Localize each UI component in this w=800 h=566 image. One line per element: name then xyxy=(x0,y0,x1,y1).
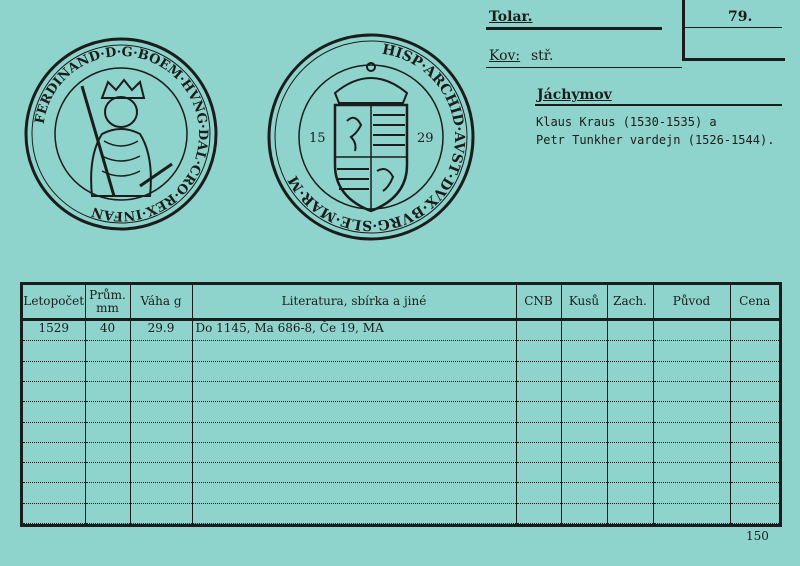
table-cell-empty xyxy=(653,341,730,361)
table-cell-empty xyxy=(561,341,607,361)
table-cell-empty xyxy=(85,341,130,361)
table-cell-empty xyxy=(561,442,607,462)
table-cell-empty xyxy=(85,503,130,523)
header-price: Cena xyxy=(730,285,779,320)
table-cell-empty xyxy=(607,422,653,442)
cell-diameter: 40 xyxy=(85,320,130,341)
table-cell-empty xyxy=(85,442,130,462)
table-cell-empty xyxy=(730,442,779,462)
cell-year: 1529 xyxy=(23,320,85,341)
table-cell-empty xyxy=(561,422,607,442)
table-body xyxy=(23,320,779,524)
table-cell-empty xyxy=(130,422,192,442)
table-cell-empty xyxy=(130,503,192,523)
svg-text:29: 29 xyxy=(417,131,434,146)
table-cell-empty xyxy=(516,422,561,442)
table-cell-empty xyxy=(192,483,516,503)
table-cell-empty xyxy=(192,422,516,442)
svg-text:15: 15 xyxy=(309,131,326,146)
table-cell-empty xyxy=(516,361,561,381)
table-cell-empty xyxy=(23,422,85,442)
table-cell-empty xyxy=(730,463,779,483)
mint-master-line-2: Petr Tunkher vardejn (1526-1544). xyxy=(536,133,775,147)
table-row-empty xyxy=(23,381,779,401)
title-underline xyxy=(486,27,662,30)
table-cell-empty xyxy=(653,361,730,381)
table-cell-empty xyxy=(23,483,85,503)
table-cell-empty xyxy=(607,361,653,381)
table-cell-empty xyxy=(192,381,516,401)
table-cell-empty xyxy=(561,361,607,381)
table-cell-empty xyxy=(730,341,779,361)
table-cell-empty xyxy=(653,381,730,401)
table-cell-empty xyxy=(85,402,130,422)
table-cell-empty xyxy=(561,381,607,401)
table-cell-empty xyxy=(23,341,85,361)
table-cell-empty xyxy=(23,463,85,483)
table-cell-empty xyxy=(23,503,85,523)
table-cell-empty xyxy=(730,422,779,442)
table-cell-empty xyxy=(85,422,130,442)
table-cell-empty xyxy=(730,381,779,401)
table-cell-empty xyxy=(130,402,192,422)
header-count: Kusů xyxy=(561,285,607,320)
table-cell-empty xyxy=(607,381,653,401)
table-cell-empty xyxy=(653,503,730,523)
cell-literature: Do 1145, Ma 686-8, Če 19, MA xyxy=(192,320,516,341)
metal-value: stř. xyxy=(531,48,554,64)
cell-origin xyxy=(653,320,730,341)
mint-underline xyxy=(535,104,782,106)
table-cell-empty xyxy=(130,381,192,401)
table-row-empty xyxy=(23,463,779,483)
table-cell-empty xyxy=(130,442,192,462)
table-row-empty xyxy=(23,402,779,422)
table-row xyxy=(23,320,779,341)
header-literature: Literatura, sbírka a jiné xyxy=(192,285,516,320)
table-cell-empty xyxy=(130,361,192,381)
table-cell-empty xyxy=(607,483,653,503)
table-cell-empty xyxy=(516,381,561,401)
table-cell-empty xyxy=(192,361,516,381)
table-cell-empty xyxy=(192,341,516,361)
table-cell-empty xyxy=(192,402,516,422)
header-year: Letopočet xyxy=(23,285,85,320)
table-cell-empty xyxy=(607,341,653,361)
table-cell-empty xyxy=(516,341,561,361)
cell-condition xyxy=(607,320,653,341)
table-cell-empty xyxy=(192,503,516,523)
table-cell-empty xyxy=(85,463,130,483)
table-cell-empty xyxy=(516,463,561,483)
table-cell-empty xyxy=(607,503,653,523)
cell-count xyxy=(561,320,607,341)
table-cell-empty xyxy=(516,442,561,462)
table-cell-empty xyxy=(130,341,192,361)
mint-masters xyxy=(536,113,774,149)
table-cell-empty xyxy=(730,402,779,422)
table-cell-empty xyxy=(516,483,561,503)
table-row-empty xyxy=(23,341,779,361)
table-cell-empty xyxy=(607,463,653,483)
table-cell-empty xyxy=(23,361,85,381)
coin-type-title: Tolar. xyxy=(489,9,533,25)
table-cell-empty xyxy=(561,503,607,523)
table-cell-empty xyxy=(23,381,85,401)
svg-text:HISP·ARCHID·AVST·DVX·BVRG·SLE·: HISP·ARCHID·AVST·DVX·BVRG·SLE·MAR·M xyxy=(285,41,468,234)
table-row-empty xyxy=(23,442,779,462)
coin-obverse-image xyxy=(22,36,220,232)
card-number-line xyxy=(682,27,782,28)
table-cell-empty xyxy=(23,442,85,462)
header-condition: Zach. xyxy=(607,285,653,320)
header-diameter: Prům. mm xyxy=(85,285,130,320)
table-cell-empty xyxy=(516,402,561,422)
header-origin: Původ xyxy=(653,285,730,320)
table-cell-empty xyxy=(85,381,130,401)
table-cell-empty xyxy=(23,402,85,422)
cell-price xyxy=(730,320,779,341)
header-cnb: CNB xyxy=(516,285,561,320)
table-cell-empty xyxy=(85,483,130,503)
table-cell-empty xyxy=(561,463,607,483)
table-row-empty xyxy=(23,422,779,442)
record-table xyxy=(20,282,782,527)
table-cell-empty xyxy=(516,503,561,523)
table-header-row xyxy=(23,285,779,320)
table-row-empty xyxy=(23,361,779,381)
table-cell-empty xyxy=(130,463,192,483)
table-cell-empty xyxy=(653,422,730,442)
mint-name: Jáchymov xyxy=(537,87,612,103)
table-cell-empty xyxy=(561,483,607,503)
svg-text:FERDINAND·D·G·BOEM·HVNG·DAL·CR: FERDINAND·D·G·BOEM·HVNG·DAL·CRO·REX·INFAN xyxy=(32,44,211,224)
metal-underline xyxy=(486,67,682,68)
table-cell-empty xyxy=(730,483,779,503)
table-cell-empty xyxy=(730,361,779,381)
table-cell-empty xyxy=(730,503,779,523)
table-cell-empty xyxy=(653,442,730,462)
cell-weight: 29.9 xyxy=(130,320,192,341)
table-cell-empty xyxy=(130,483,192,503)
table-cell-empty xyxy=(607,442,653,462)
table-cell-empty xyxy=(192,442,516,462)
table-cell-empty xyxy=(561,402,607,422)
header-weight: Váha g xyxy=(130,285,192,320)
metal-label: Kov: xyxy=(489,48,521,64)
table-cell-empty xyxy=(85,361,130,381)
table-row-empty xyxy=(23,483,779,503)
table-cell-empty xyxy=(607,402,653,422)
coin-reverse-image xyxy=(265,31,477,243)
table-cell-empty xyxy=(653,402,730,422)
table-cell-empty xyxy=(653,483,730,503)
table-cell-empty xyxy=(653,463,730,483)
card-number: 79. xyxy=(728,9,753,25)
page-number: 150 xyxy=(746,529,769,543)
table-cell-empty xyxy=(192,463,516,483)
table-row-empty xyxy=(23,503,779,523)
cell-cnb xyxy=(516,320,561,341)
mint-master-line-1: Klaus Kraus (1530-1535) a xyxy=(536,115,717,129)
